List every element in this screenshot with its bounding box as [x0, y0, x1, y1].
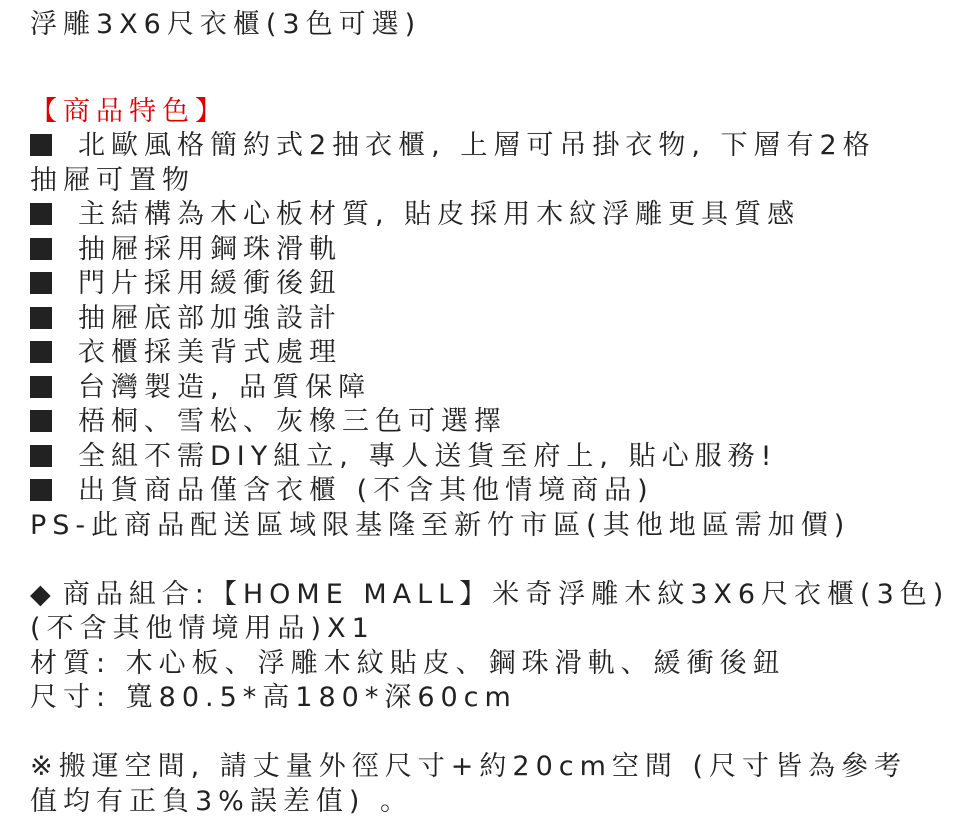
feature-item [30, 129, 940, 164]
feature-text: 抽屜採用鋼珠滑軌 [78, 233, 342, 265]
combo-text: 商品組合:【HOME MALL】米奇浮雕木紋3X6尺衣櫃(3色) [62, 578, 950, 610]
square-bullet-icon [30, 134, 52, 156]
square-bullet-icon [30, 376, 52, 398]
material-spec: 材質: 木心板、浮雕木紋貼皮、鋼珠滑軌、緩衝後鈕 [30, 647, 786, 679]
diamond-bullet-icon: ◆ [30, 578, 57, 610]
feature-text: 抽屜底部加強設計 [78, 302, 342, 334]
feature-text: 衣櫃採美背式處理 [78, 337, 342, 368]
square-bullet-icon [30, 445, 52, 467]
spacer [30, 543, 940, 578]
feature-text: 出貨商品僅含衣櫃 (不含其他情境商品) [78, 475, 654, 506]
product-title: 浮雕3X6尺衣櫃(3色可選) [30, 9, 422, 40]
product-combo [30, 578, 950, 613]
square-bullet-icon [30, 307, 52, 329]
feature-item [30, 440, 940, 475]
square-bullet-icon [30, 479, 52, 501]
feature-item [30, 336, 940, 371]
feature-item [30, 474, 940, 509]
feature-text: 主結構為木心板材質, 貼皮採用木紋浮雕更具質感 [78, 199, 801, 230]
feature-text: 全組不需DIY組立, 專人送貨至府上, 貼心服務! [78, 440, 778, 472]
feature-text: 門片採用緩衝後鈕 [78, 268, 342, 299]
feature-item [30, 405, 940, 440]
feature-item [30, 233, 940, 268]
feature-item [30, 302, 940, 337]
feature-text: 台灣製造, 品質保障 [78, 371, 372, 403]
square-bullet-icon [30, 272, 52, 294]
moving-space-note-continuation: 值均有正負3%誤差值) 。 [30, 785, 413, 817]
feature-item-continuation [30, 164, 940, 199]
delivery-area-note: PS-此商品配送區域限基隆至新竹市區(其他地區需加價) [30, 509, 851, 541]
spacer [30, 43, 940, 95]
product-description [30, 8, 950, 819]
feature-text: 梧桐、雪松、灰橡三色可選擇 [78, 406, 507, 437]
feature-text: 北歐風格簡約式2抽衣櫃, 上層可吊掛衣物, 下層有2格 [78, 130, 876, 161]
square-bullet-icon [30, 410, 52, 432]
product-combo-continuation: (不含其他情境用品)X1 [30, 613, 375, 644]
square-bullet-icon [30, 203, 52, 225]
square-bullet-icon [30, 341, 52, 363]
size-spec: 尺寸: 寬80.5*高180*深60cm [30, 682, 517, 713]
feature-text: 抽屜可置物 [30, 164, 195, 196]
feature-item [30, 198, 940, 233]
features-heading: 【商品特色】 [30, 95, 228, 127]
square-bullet-icon [30, 238, 52, 260]
moving-space-note: ※搬運空間, 請丈量外徑尺寸+約20cm空間 (尺寸皆為參考 [30, 751, 908, 782]
spacer [30, 716, 940, 751]
feature-item [30, 267, 940, 302]
feature-item [30, 371, 940, 406]
